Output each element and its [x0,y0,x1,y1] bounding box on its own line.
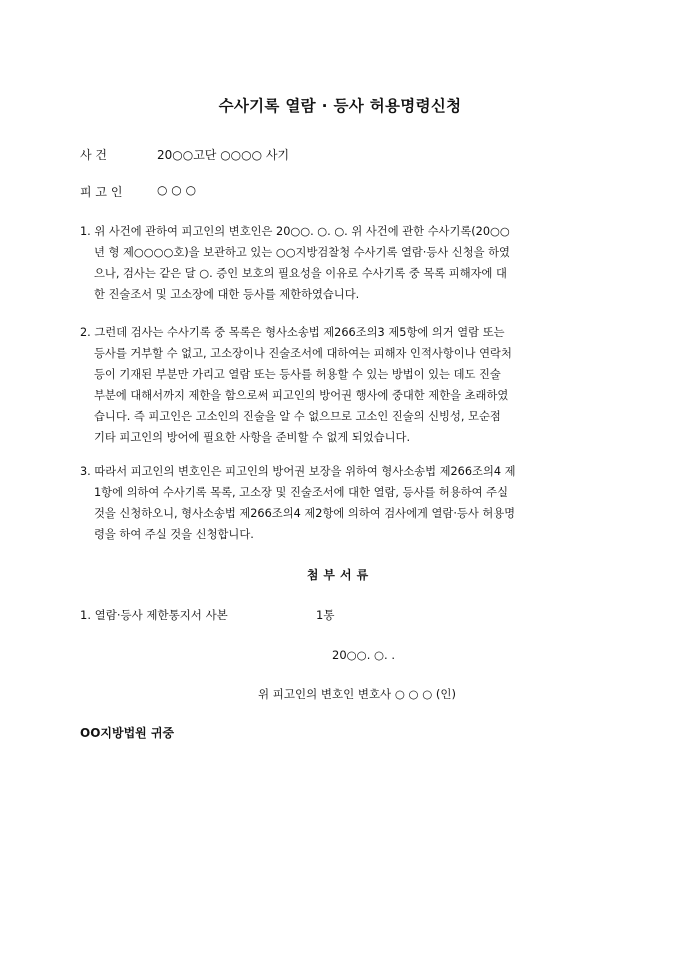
paragraph-line: 3. 따라서 피고인의 변호인은 피고인의 방어권 보장을 위하여 형사소송법 제266조의4 제 [80,465,516,478]
paragraph-line: 것을 신청하오니, 형사소송법 제266조의4 제2항에 의하여 검사에게 열람·등사 허용명 [94,507,516,520]
paragraph-line: 령을 하여 주실 것을 신청합니다. [94,528,254,541]
paragraph-line: 등이 기재된 부분만 가리고 열람 또는 등사를 허용할 수 있는 방법이 있는 데도 진술 [94,368,501,381]
paragraph-1 [80,221,610,305]
paragraph-line: 한 진술조서 및 고소장에 대한 등사를 제한하였습니다. [94,288,360,301]
paragraph-line: 등사를 거부할 수 없고, 고소장이나 진술조서에 대하여는 피해자 인적사항이나 연락처 [94,347,512,360]
paragraph-line: 부분에 대해서까지 제한을 함으로써 피고인의 방어권 행사에 중대한 제한을 초래하였 [94,389,509,402]
paragraph-line: 기타 피고인의 방어에 필요한 사항을 준비할 수 없게 되었습니다. [94,431,411,444]
signature-line: 위 피고인의 변호인 변호사 ○ ○ ○ (인) [258,687,456,701]
paragraph-line: 으나, 검사는 같은 달 ○. 증인 보호의 필요성을 이유로 수사기록 중 목록 피해자에 대 [94,267,507,280]
case-label: 사 건 [80,148,107,162]
paragraph-line: 2. 그런데 검사는 수사기록 중 목록은 형사소송법 제266조의3 제5항에 의거 열람 또는 [80,326,505,339]
paragraph-3 [80,461,610,545]
paragraph-line: 1항에 의하여 수사기록 목록, 고소장 및 진술조서에 대한 열람, 등사를 허용하여 주실 [94,486,508,499]
defendant-value: ○ ○ ○ [157,183,197,197]
attachments-title: 첨부서류 [306,568,374,582]
attachment-item-name: 1. 열람·등사 제한통지서 사본 [80,608,228,622]
paragraph-line: 1. 위 사건에 관하여 피고인의 변호인은 20○○. ○. ○. 위 사건에 관한 수사기록(20○○ [80,225,510,238]
attachment-item-count: 1통 [316,608,335,622]
document-title: 수사기록 열람 · 등사 허용명령신청 [218,97,462,115]
court-addressee: OO지방법원 귀중 [80,726,175,740]
case-value: 20○○고단 ○○○○ 사기 [157,148,290,162]
paragraph-line: 습니다. 즉 피고인은 고소인의 진술을 알 수 없으므로 고소인 진술의 신빙성, 모순점 [94,410,501,423]
paragraph-line: 년 형 제○○○○호)을 보관하고 있는 ○○지방검찰청 수사기록 열람·등사 신청을 하였 [94,246,510,259]
defendant-label: 피 고 인 [80,185,123,199]
filing-date: 20○○. ○. . [332,648,396,662]
paragraph-2 [80,322,610,448]
